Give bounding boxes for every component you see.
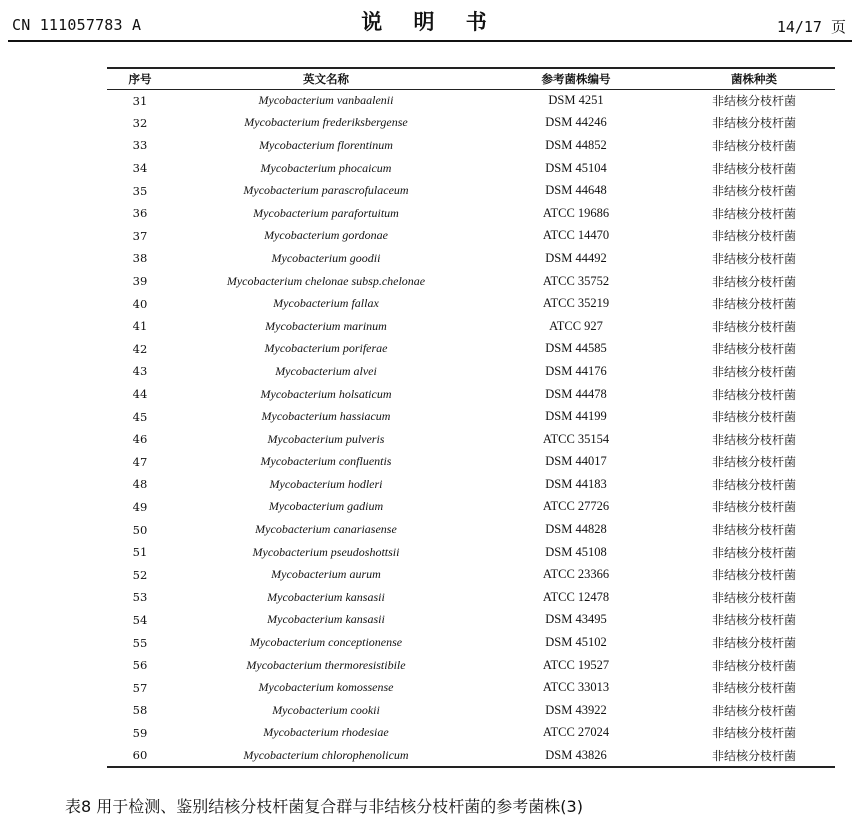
cell-serial-number: 52: [132, 567, 148, 582]
cell-strain-type: 非结核分枝杆菌: [673, 744, 835, 767]
cell-strain-type: 非结核分枝杆菌: [711, 342, 796, 357]
cell-strain-type: 非结核分枝杆菌: [711, 545, 796, 560]
cell-serial-number: 31: [132, 93, 148, 108]
table-row: [107, 315, 835, 338]
cell-reference-strain: DSM 43495: [545, 612, 607, 627]
cell-serial-number: 39: [132, 274, 148, 289]
cell-strain-type: 非结核分枝杆菌: [711, 613, 796, 628]
page-header: [0, 0, 860, 40]
cell-reference-strain: DSM 44176: [545, 363, 607, 378]
table-row: [107, 541, 835, 564]
document-title: 说 明 书: [361, 10, 499, 34]
column-header-serial: 序号: [107, 68, 173, 89]
cell-english-name: Mycobacterium hodleri: [269, 476, 383, 491]
table-row: [107, 202, 835, 225]
cell-reference-strain: ATCC 27726: [542, 499, 610, 514]
cell-english-name: Mycobacterium parafortuitum: [253, 205, 399, 220]
table-header-row: [107, 68, 835, 89]
cell-serial-number: 32: [132, 115, 148, 130]
column-header-english-name: 英文名称: [173, 68, 479, 89]
cell-english-name: Mycobacterium kansasii: [267, 589, 385, 604]
cell-strain-type: 非结核分枝杆菌: [711, 161, 796, 176]
table-row: [107, 179, 835, 202]
cell-serial-number: 48: [132, 477, 148, 492]
reference-strain-table: [107, 67, 835, 768]
cell-english-name: Mycobacterium goodii: [271, 250, 381, 265]
table-row: [107, 676, 835, 699]
cell-reference-strain: DSM 44828: [545, 522, 607, 537]
cell-strain-type: 非结核分枝杆菌: [711, 206, 796, 221]
cell-english-name: Mycobacterium parascrofulaceum: [243, 183, 409, 198]
cell-reference-strain: DSM 44492: [545, 250, 607, 265]
table-row: [107, 654, 835, 677]
cell-reference-strain: ATCC 35752: [542, 273, 610, 288]
cell-english-name: Mycobacterium pulveris: [267, 431, 385, 446]
cell-strain-type: 非结核分枝杆菌: [711, 523, 796, 538]
column-header-strain-type: 菌株种类: [673, 68, 835, 89]
cell-serial-number: 50: [132, 522, 148, 537]
table-row: [107, 496, 835, 519]
cell-english-name: Mycobacterium holsaticum: [260, 386, 392, 401]
cell-reference-strain: ATCC 19686: [542, 205, 610, 220]
table-row: [107, 247, 835, 270]
cell-english-name: Mycobacterium frederiksbergense: [244, 115, 408, 130]
cell-english-name: Mycobacterium aurum: [271, 567, 381, 582]
cell-reference-strain: ATCC 35219: [542, 296, 610, 311]
reference-strain-table-container: [107, 67, 835, 768]
cell-english-name: Mycobacterium phocaicum: [260, 160, 392, 175]
table-row: [107, 225, 835, 248]
cell-strain-type: 非结核分枝杆菌: [711, 116, 796, 131]
cell-serial-number: 47: [132, 454, 148, 469]
table-row: [107, 699, 835, 722]
cell-reference-strain: ATCC 19527: [542, 657, 610, 672]
cell-english-name: Mycobacterium cookii: [272, 702, 380, 717]
table-caption: 表8 用于检测、鉴别结核分枝杆菌复合群与非结核分枝杆菌的参考菌株(3): [65, 797, 583, 816]
table-row: [107, 89, 835, 112]
cell-reference-strain: ATCC 12478: [542, 589, 610, 604]
cell-english-name: Mycobacterium marinum: [265, 318, 387, 333]
table-row: [107, 360, 835, 383]
cell-strain-type: 非结核分枝杆菌: [711, 455, 796, 470]
cell-serial-number: 60: [107, 744, 173, 767]
cell-serial-number: 46: [132, 432, 148, 447]
cell-english-name: Mycobacterium fallax: [273, 296, 379, 311]
table-body: [107, 89, 835, 767]
cell-strain-type: 非结核分枝杆菌: [711, 477, 796, 492]
cell-serial-number: 55: [132, 635, 148, 650]
cell-reference-strain: ATCC 35154: [542, 431, 610, 446]
cell-reference-strain: DSM 43922: [545, 702, 607, 717]
cell-english-name: Mycobacterium alvei: [275, 363, 377, 378]
cell-serial-number: 34: [132, 161, 148, 176]
cell-reference-strain: ATCC 14470: [542, 228, 610, 243]
cell-english-name: Mycobacterium pseudoshottsii: [252, 544, 400, 559]
cell-reference-strain: DSM 44183: [545, 476, 607, 491]
header-divider: [8, 40, 852, 42]
cell-serial-number: 36: [132, 206, 148, 221]
publication-number: CN 111057783 A: [12, 16, 142, 34]
cell-strain-type: 非结核分枝杆菌: [711, 387, 796, 402]
table-row: [107, 134, 835, 157]
cell-english-name: Mycobacterium rhodesiae: [263, 725, 389, 740]
table-row: [107, 270, 835, 293]
cell-reference-strain: DSM 44648: [545, 183, 607, 198]
cell-strain-type: 非结核分枝杆菌: [711, 297, 796, 312]
table-row: [107, 157, 835, 180]
table-row: [107, 744, 835, 767]
cell-strain-type: 非结核分枝杆菌: [711, 590, 796, 605]
table-row: [107, 292, 835, 315]
cell-serial-number: 33: [132, 138, 148, 153]
cell-serial-number: 57: [132, 680, 148, 695]
cell-english-name: Mycobacterium gadium: [268, 499, 384, 514]
cell-english-name: Mycobacterium gordonae: [264, 228, 388, 243]
cell-english-name: Mycobacterium conceptionense: [249, 635, 403, 650]
table-row: [107, 518, 835, 541]
cell-english-name: Mycobacterium florentinum: [259, 137, 393, 152]
cell-serial-number: 53: [132, 590, 148, 605]
table-row: [107, 609, 835, 632]
table-row: [107, 451, 835, 474]
cell-reference-strain: ATCC 927: [549, 318, 603, 333]
cell-english-name: Mycobacterium poriferae: [264, 341, 388, 356]
cell-serial-number: 43: [132, 364, 148, 379]
table-row: [107, 631, 835, 654]
cell-serial-number: 56: [132, 658, 148, 673]
cell-reference-strain: ATCC 23366: [542, 567, 610, 582]
cell-serial-number: 54: [132, 612, 148, 627]
table-row: [107, 112, 835, 135]
table-row: [107, 563, 835, 586]
cell-reference-strain: DSM 43826: [479, 744, 673, 767]
cell-reference-strain: DSM 44478: [545, 386, 607, 401]
cell-strain-type: 非结核分枝杆菌: [711, 681, 796, 696]
cell-strain-type: 非结核分枝杆菌: [711, 364, 796, 379]
cell-serial-number: 41: [132, 319, 148, 334]
cell-serial-number: 44: [132, 387, 148, 402]
cell-english-name: Mycobacterium thermoresistibile: [246, 657, 406, 672]
cell-reference-strain: DSM 4251: [548, 93, 604, 108]
cell-strain-type: 非结核分枝杆菌: [711, 432, 796, 447]
cell-reference-strain: DSM 44017: [545, 454, 607, 469]
cell-english-name: Mycobacterium confluentis: [260, 454, 392, 469]
cell-serial-number: 38: [132, 251, 148, 266]
cell-strain-type: 非结核分枝杆菌: [711, 636, 796, 651]
table-row: [107, 383, 835, 406]
cell-reference-strain: DSM 44199: [545, 409, 607, 424]
cell-strain-type: 非结核分枝杆菌: [711, 251, 796, 266]
cell-english-name: Mycobacterium chlorophenolicum: [173, 744, 479, 767]
cell-serial-number: 51: [132, 545, 148, 560]
cell-strain-type: 非结核分枝杆菌: [711, 726, 796, 741]
cell-strain-type: 非结核分枝杆菌: [711, 229, 796, 244]
cell-serial-number: 58: [132, 703, 148, 718]
cell-serial-number: 45: [132, 409, 148, 424]
cell-serial-number: 40: [132, 296, 148, 311]
table-row: [107, 428, 835, 451]
cell-reference-strain: DSM 45108: [545, 544, 607, 559]
cell-english-name: Mycobacterium kansasii: [267, 612, 385, 627]
cell-strain-type: 非结核分枝杆菌: [711, 138, 796, 153]
cell-english-name: Mycobacterium canariasense: [255, 522, 397, 537]
table-row: [107, 722, 835, 745]
cell-serial-number: 49: [132, 499, 148, 514]
cell-strain-type: 非结核分枝杆菌: [711, 274, 796, 289]
cell-english-name: Mycobacterium vanbaalenii: [258, 93, 394, 108]
cell-serial-number: 59: [132, 725, 148, 740]
cell-reference-strain: DSM 44246: [545, 115, 607, 130]
cell-strain-type: 非结核分枝杆菌: [711, 500, 796, 515]
cell-strain-type: 非结核分枝杆菌: [711, 319, 796, 334]
column-header-reference-strain: 参考菌株编号: [479, 68, 673, 89]
cell-strain-type: 非结核分枝杆菌: [711, 184, 796, 199]
table-row: [107, 338, 835, 361]
cell-serial-number: 42: [132, 341, 148, 356]
table-row: [107, 473, 835, 496]
cell-reference-strain: DSM 45104: [545, 160, 607, 175]
cell-reference-strain: ATCC 33013: [542, 680, 610, 695]
cell-strain-type: 非结核分枝杆菌: [711, 568, 796, 583]
cell-strain-type: 非结核分枝杆菌: [711, 94, 796, 109]
cell-strain-type: 非结核分枝杆菌: [711, 658, 796, 673]
cell-reference-strain: DSM 45102: [545, 635, 607, 650]
table-row: [107, 405, 835, 428]
cell-strain-type: 非结核分枝杆菌: [711, 410, 796, 425]
cell-english-name: Mycobacterium hassiacum: [261, 409, 391, 424]
cell-reference-strain: DSM 44852: [545, 137, 607, 152]
cell-english-name: Mycobacterium chelonae subsp.chelonae: [226, 273, 426, 288]
page-number: 14/17 页: [776, 18, 846, 36]
table-row: [107, 586, 835, 609]
cell-english-name: Mycobacterium komossense: [258, 680, 394, 695]
cell-reference-strain: ATCC 27024: [542, 725, 610, 740]
cell-serial-number: 35: [132, 183, 148, 198]
cell-strain-type: 非结核分枝杆菌: [711, 703, 796, 718]
cell-reference-strain: DSM 44585: [545, 341, 607, 356]
cell-serial-number: 37: [132, 228, 148, 243]
